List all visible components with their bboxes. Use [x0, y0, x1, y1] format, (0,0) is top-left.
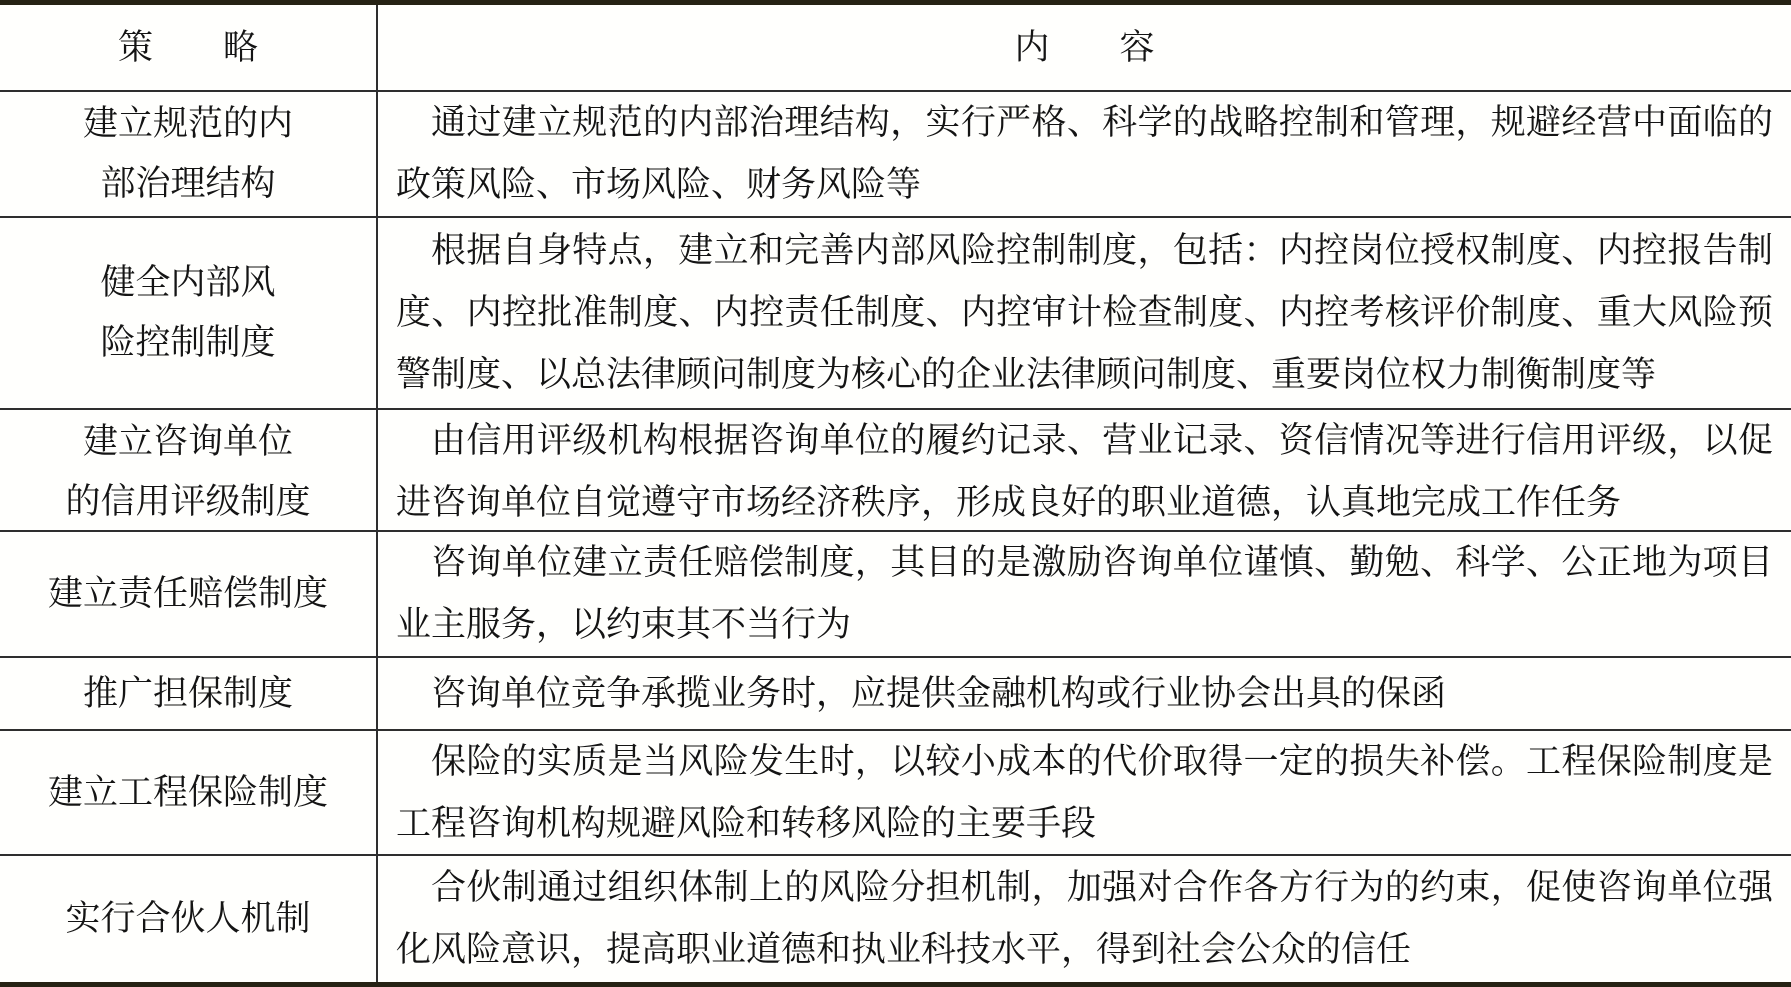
header-strategy-label: 策 略: [117, 27, 258, 67]
strategy-cell: [0, 532, 378, 656]
strategy-line: 建立责任赔偿制度: [47, 574, 328, 613]
content-cell: [378, 92, 1791, 216]
strategy-line: 推广担保制度: [82, 673, 293, 713]
strategy-cell: [0, 856, 378, 982]
table-row: [0, 218, 1791, 410]
strategy-cell: [0, 92, 378, 216]
table-row: [0, 731, 1791, 856]
table-row: [0, 92, 1791, 218]
strategy-line: 险控制制度: [100, 323, 276, 362]
content-text: 保险的实质是当风险发生时，以较小成本的代价取得一定的损失补偿。工程保险制度是工程咨询机构规避风险和转移风险的主要手段: [396, 742, 1773, 843]
content-cell: [378, 731, 1791, 855]
strategy-cell: [0, 410, 378, 534]
table-row: [0, 410, 1791, 532]
content-cell: [378, 532, 1791, 656]
content-cell: [378, 218, 1791, 408]
strategy-line: 建立规范的内: [82, 104, 293, 143]
strategy-line: 部治理结构: [100, 164, 276, 203]
header-row: [0, 5, 1791, 92]
content-text: 咨询单位竞争承揽业务时，应提供金融机构或行业协会出具的保函: [431, 673, 1447, 713]
strategy-line: 健全内部风: [100, 263, 276, 302]
strategy-line: 建立工程保险制度: [47, 773, 328, 812]
content-text: 合伙制通过组织体制上的风险分担机制，加强对合作各方行为的约束，促使咨询单位强化风险意识，提高职业道德和执业科技水平，得到社会公众的信任: [396, 868, 1773, 969]
strategy-cell: [0, 731, 378, 855]
strategy-cell: [0, 218, 378, 408]
content-text: 由信用评级机构根据咨询单位的履约记录、营业记录、资信情况等进行信用评级，以促进咨询单位自觉遵守市场经济秩序，形成良好的职业道德，认真地完成工作任务: [396, 421, 1773, 522]
content-cell: [378, 658, 1791, 729]
table-row: [0, 856, 1791, 982]
header-content-cell: [378, 5, 1791, 90]
strategy-cell: [0, 658, 378, 729]
content-text: 通过建立规范的内部治理结构，实行严格、科学的战略控制和管理，规避经营中面临的政策风险、市场风险、财务风险等: [396, 103, 1773, 204]
header-content-label: 内 容: [1014, 27, 1155, 67]
table-row: [0, 658, 1791, 731]
table-row: [0, 532, 1791, 658]
content-cell: [378, 856, 1791, 982]
header-strategy-cell: [0, 5, 378, 90]
content-cell: [378, 410, 1791, 534]
content-text: 根据自身特点，建立和完善内部风险控制制度，包括：内控岗位授权制度、内控报告制度、内控批准制度、内控责任制度、内控审计检查制度、内控考核评价制度、重大风险预警制度、以总法律顾问制度为核心的企业法律顾问制度、重要岗位权力制衡制度等: [396, 231, 1773, 394]
strategy-line: 实行合伙人机制: [65, 899, 311, 938]
strategy-line: 建立咨询单位: [82, 422, 293, 461]
content-text: 咨询单位建立责任赔偿制度，其目的是激励咨询单位谨慎、勤勉、科学、公正地为项目业主服务，以约束其不当行为: [396, 543, 1773, 644]
strategy-line: 的信用评级制度: [65, 482, 311, 521]
